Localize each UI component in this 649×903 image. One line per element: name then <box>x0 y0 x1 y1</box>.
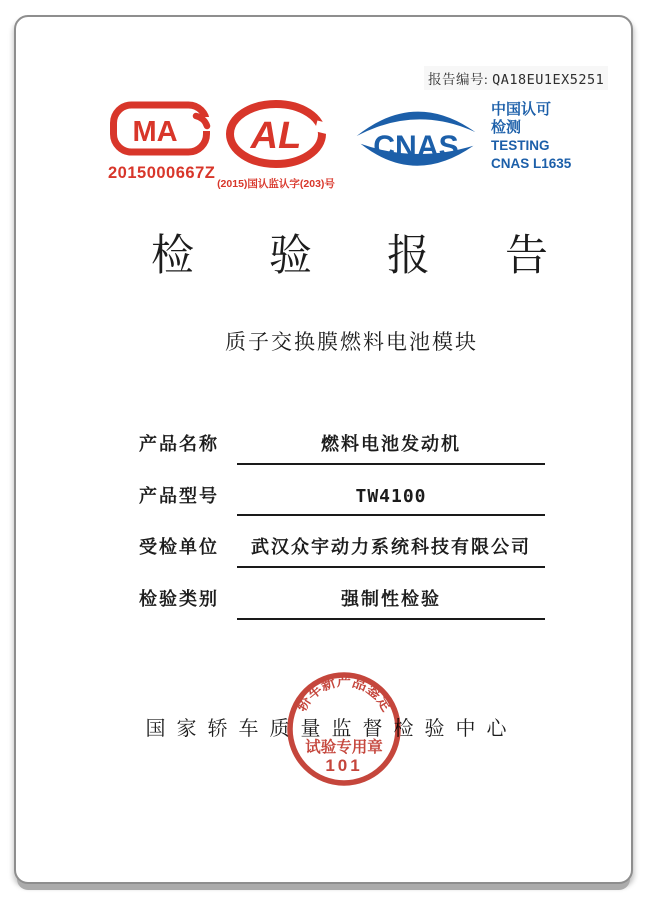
field-row-product-name <box>139 430 545 465</box>
title-char: 检 <box>151 233 194 280</box>
cnas-line1: 中国认可 <box>491 101 552 118</box>
document-page <box>14 15 633 884</box>
report-number-value: QA18EU1EX5251 <box>492 72 605 88</box>
cnas-line4: CNAS L1635 <box>491 156 572 171</box>
cal-caption: (2015)国认监认字(203)号 <box>217 178 335 190</box>
field-row-inspection-type <box>139 585 545 620</box>
institute-name: 国家轿车质量监督检验中心 <box>145 718 518 740</box>
page-title <box>151 222 548 283</box>
title-char: 验 <box>269 233 312 280</box>
cal-logo <box>213 98 339 191</box>
field-row-inspected-unit <box>139 533 545 568</box>
stamp-arc-text: 轿车新产品鉴定 <box>293 674 395 715</box>
cnas-caption <box>491 101 571 173</box>
cnas-mark-icon <box>350 101 482 173</box>
cma-code: 2015000667Z <box>108 164 216 182</box>
field-label: 产品名称 <box>139 434 219 454</box>
field-label: 受检单位 <box>139 537 219 557</box>
report-number-label: 报告编号: <box>428 72 489 87</box>
field-label: 产品型号 <box>139 486 219 506</box>
svg-text:轿车新产品鉴定 <box>291 672 396 715</box>
stamp-line1: 试验专用章 <box>305 739 383 756</box>
report-number <box>424 66 608 90</box>
cma-mark-icon <box>109 100 211 157</box>
field-label: 检验类别 <box>139 589 219 609</box>
cal-letters: AL <box>250 115 302 157</box>
title-char: 告 <box>505 233 548 280</box>
title-char: 报 <box>387 233 430 280</box>
field-value: 强制性检验 <box>237 585 545 620</box>
field-value: 武汉众宇动力系统科技有限公司 <box>237 533 545 568</box>
cnas-line2: 检测 <box>491 119 522 136</box>
cma-letters: MA <box>132 116 178 148</box>
cnas-logo <box>350 101 571 173</box>
cnas-wordmark: CNAS <box>373 130 459 164</box>
field-value: TW4100 <box>237 486 545 516</box>
field-row-product-model <box>139 482 545 516</box>
stamp-line2: 101 <box>325 756 363 775</box>
cnas-line3: TESTING <box>491 138 550 153</box>
field-value: 燃料电池发动机 <box>237 430 545 465</box>
fields-section <box>139 430 545 637</box>
cma-logo <box>108 100 216 183</box>
page-subtitle: 质子交换膜燃料电池模块 <box>225 330 478 354</box>
cal-mark-icon <box>223 98 329 170</box>
red-seal-stamp-icon <box>274 659 414 799</box>
